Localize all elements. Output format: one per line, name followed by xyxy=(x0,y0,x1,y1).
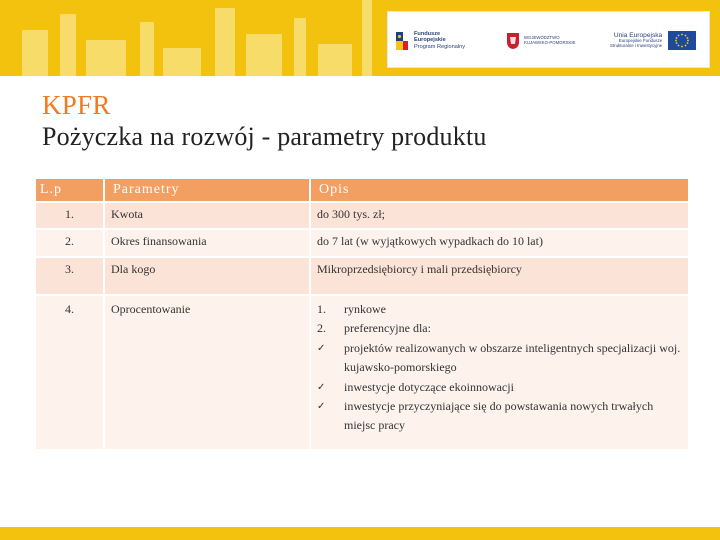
title-abbreviation: KPFR xyxy=(42,90,111,120)
checkmark-icon: ✓ xyxy=(317,401,326,413)
table-row xyxy=(36,295,688,449)
decor-block xyxy=(318,44,352,76)
eu-flag-icon xyxy=(668,31,696,50)
kujawsko-pomorskie-text: WOJEWÓDZTWO KUJAWSKO-POMORSKIE xyxy=(524,34,576,45)
row-parameter: Oprocentowanie xyxy=(104,295,310,449)
footer-band xyxy=(0,527,720,540)
list-item xyxy=(317,378,682,397)
decor-block xyxy=(215,8,235,76)
row-parameter: Okres finansowania xyxy=(104,229,310,257)
coat-of-arms-icon xyxy=(506,32,520,50)
row-description xyxy=(310,295,688,449)
slide-title xyxy=(42,90,487,152)
row-number: 2. xyxy=(36,229,104,257)
fundusze-europejskie-emblem-icon xyxy=(394,30,410,52)
row-parameter: Kwota xyxy=(104,202,310,229)
row-parameter: Dla kogo xyxy=(104,257,310,295)
unia-europejska-logo xyxy=(610,12,696,69)
checkmark-icon: ✓ xyxy=(317,381,326,393)
list-number: 1. xyxy=(317,302,326,316)
row-number: 3. xyxy=(36,257,104,295)
row-description: do 7 lat (w wyjątkowych wypadkach do 10 lat) xyxy=(310,229,688,257)
header-parametry: Parametry xyxy=(104,179,310,202)
table-row xyxy=(36,257,688,295)
row-number: 4. xyxy=(36,295,104,449)
header-lp: L.p xyxy=(36,179,104,202)
checkmark-icon: ✓ xyxy=(317,342,326,354)
list-item-text: inwestycje przyczyniające się do powstawania nowych trwałych miejsc pracy xyxy=(344,399,654,433)
row-description: do 300 tys. zł; xyxy=(310,202,688,229)
list-item xyxy=(317,319,682,338)
decor-block xyxy=(140,22,154,76)
decor-block xyxy=(294,18,306,76)
list-item xyxy=(317,300,682,319)
interest-rate-list xyxy=(317,300,682,436)
list-item-text: inwestycje dotyczące ekoinnowacji xyxy=(344,379,514,394)
decor-block xyxy=(246,34,282,76)
header-opis: Opis xyxy=(310,179,688,202)
table-row xyxy=(36,202,688,229)
decor-block xyxy=(22,30,48,76)
unia-europejska-text: Unia Europejska Europejskie Fundusze Strukturalne i Inwestycyjne xyxy=(610,31,663,49)
fundusze-europejskie-logo xyxy=(394,12,465,69)
list-number: 2. xyxy=(317,321,326,336)
list-item-text: preferencyjne dla: xyxy=(344,321,431,336)
decor-block xyxy=(163,48,201,76)
row-description: Mikroprzedsiębiorcy i mali przedsiębiorcy xyxy=(310,257,688,295)
list-item xyxy=(317,397,682,436)
table-header-row xyxy=(36,179,688,202)
logo-strip xyxy=(387,11,710,68)
page-title: Pożyczka na rozwój - parametry produktu xyxy=(42,122,487,151)
list-item-text: rynkowe xyxy=(344,302,386,316)
list-item-text: projektów realizowanych w obszarze inteligentnych specjalizacji woj. kujawsko-pomorskiego xyxy=(344,340,681,375)
table-row xyxy=(36,229,688,257)
decor-block xyxy=(86,40,126,76)
decor-block xyxy=(362,0,372,76)
header-band xyxy=(0,0,720,76)
row-number: 1. xyxy=(36,202,104,229)
fundusze-europejskie-text: Fundusze Europejskie Program Regionalny xyxy=(414,31,465,50)
list-item xyxy=(317,339,682,378)
parameters-table xyxy=(36,179,688,449)
kujawsko-pomorskie-logo xyxy=(506,12,575,69)
decor-block xyxy=(60,14,76,76)
